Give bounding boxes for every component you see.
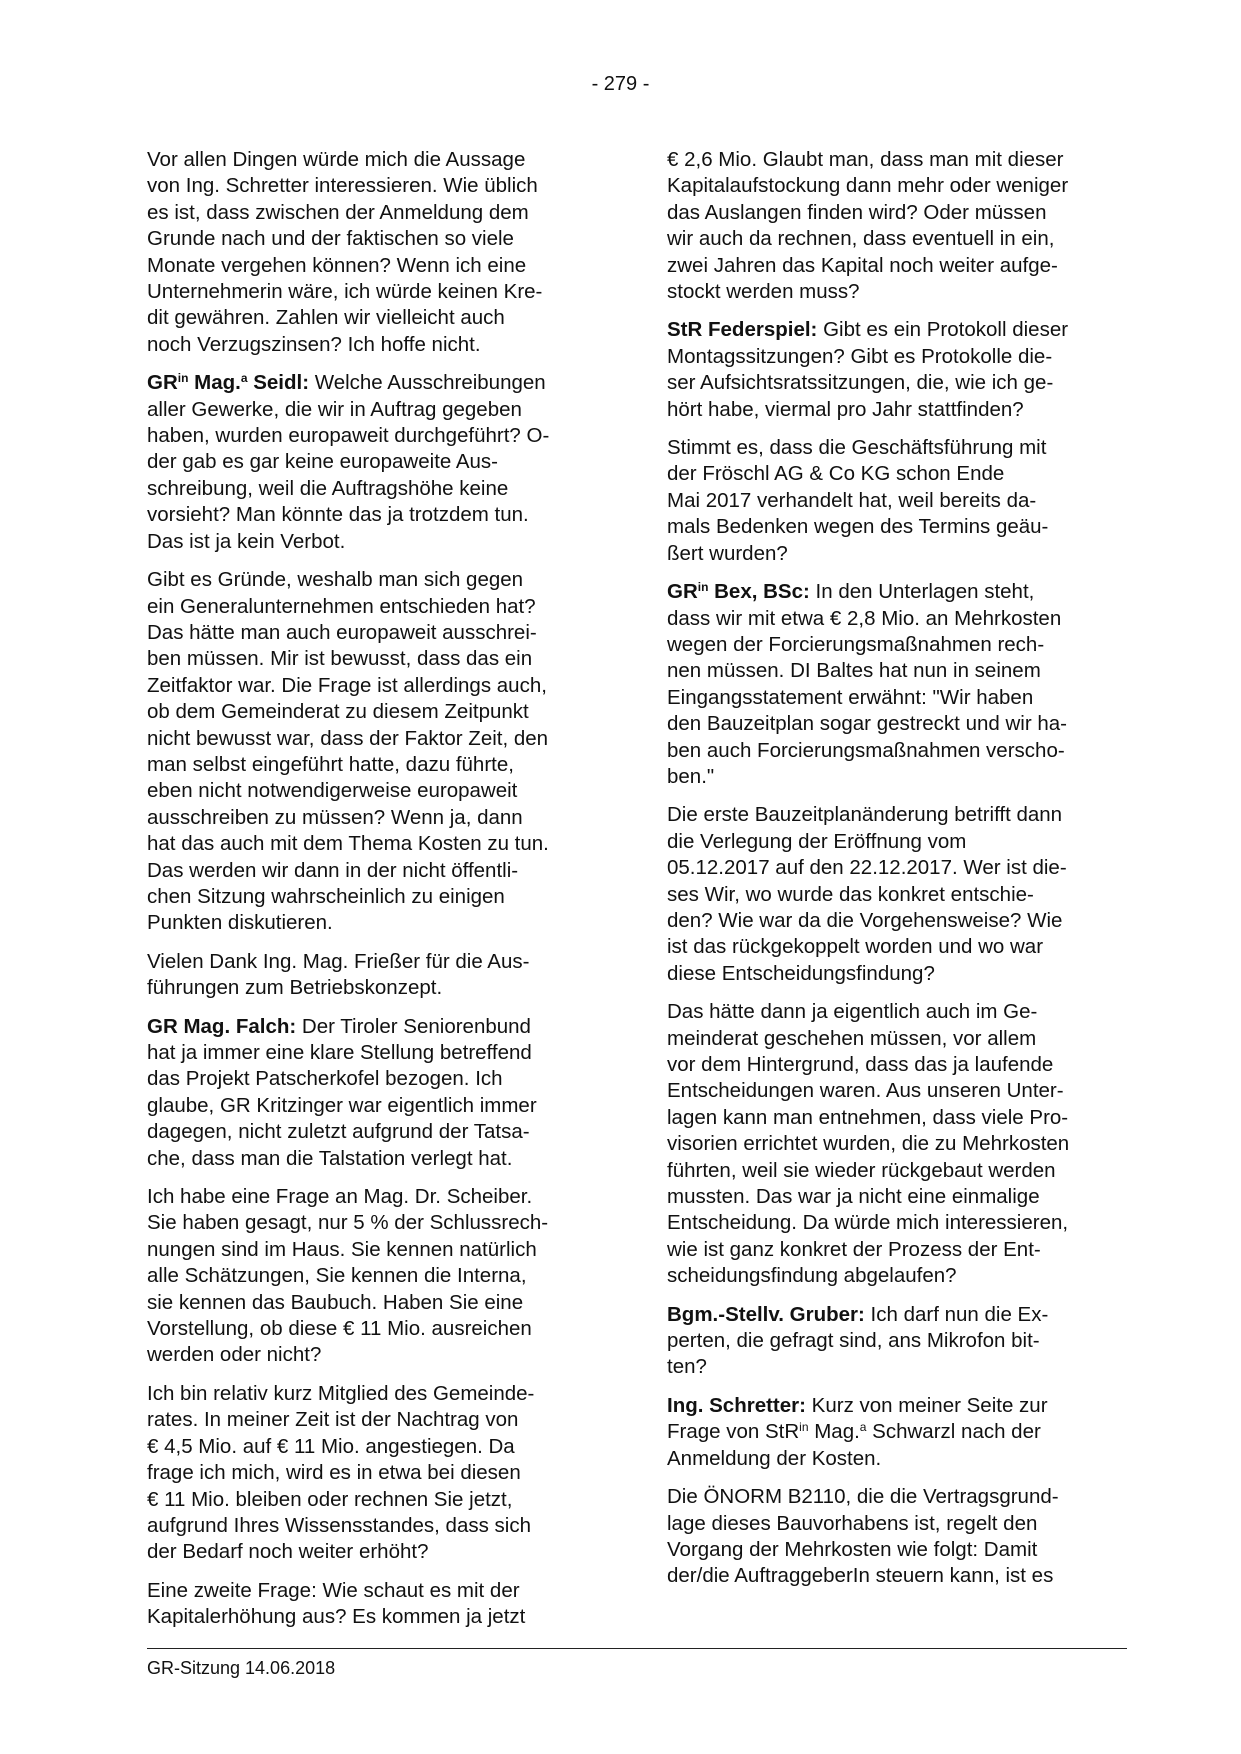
line-text: hat ja immer eine klare Stellung betreffend xyxy=(147,1041,532,1064)
line-text: Eine zweite Frage: Wie schaut es mit der xyxy=(147,1578,520,1602)
text-line xyxy=(147,1184,602,1210)
line-text: ist das rückgekoppelt worden und wo war xyxy=(667,935,1044,959)
text-line xyxy=(147,752,602,778)
paragraph xyxy=(147,1184,602,1369)
text-line xyxy=(667,435,1127,461)
line-text: dagegen, nicht zuletzt aufgrund der Tatsa- xyxy=(147,1120,530,1144)
text-line xyxy=(147,1066,602,1092)
line-text: man selbst eingeführt hatte, dazu führte, xyxy=(147,752,514,776)
line-text: Zeitfaktor war. Die Frage ist allerdings auch, xyxy=(147,673,547,697)
left-column xyxy=(147,147,602,1643)
line-text: sie kennen das Baubuch. Haben Sie eine xyxy=(147,1290,524,1314)
line-text: Der Tiroler Seniorenbund xyxy=(296,1014,531,1038)
line-text: frage ich mich, wird es in etwa bei diesen xyxy=(147,1461,521,1485)
speaker-name-part: Bex, BSc: xyxy=(708,580,810,604)
line-text: lage dieses Bauvorhabens ist, regelt den xyxy=(667,1511,1038,1535)
text-line xyxy=(147,858,602,884)
speaker-name xyxy=(667,1394,806,1417)
footer-session-date: GR-Sitzung 14.06.2018 xyxy=(147,1658,336,1678)
text-line xyxy=(147,1237,602,1263)
text-line xyxy=(667,685,1127,711)
line-text: perten, die gefragt sind, ans Mikrofon bit- xyxy=(667,1329,1040,1353)
text-line xyxy=(667,1446,1127,1472)
paragraph xyxy=(667,802,1127,987)
line-text: Vorgang der Mehrkosten wie folgt: Damit xyxy=(667,1537,1038,1561)
line-text: glaube, GR Kritzinger war eigentlich immer xyxy=(147,1093,537,1117)
text-line xyxy=(147,1316,602,1342)
line-text: visorien errichtet wurden, die zu Mehrkosten xyxy=(667,1132,1070,1156)
line-text: vorsieht? Man könnte das ja trotzdem tun. xyxy=(147,503,529,527)
speaker-name-part: Seidl: xyxy=(247,371,310,395)
text-line xyxy=(147,1263,602,1289)
text-line xyxy=(667,908,1127,934)
line-text: das Projekt Patscherkofel bezogen. Ich xyxy=(147,1067,503,1091)
line-text: ben." xyxy=(667,764,715,788)
text-line xyxy=(667,1237,1127,1263)
text-line xyxy=(667,1105,1127,1131)
text-line xyxy=(147,1119,602,1145)
paragraph xyxy=(667,579,1127,790)
line-text: Die erste Bauzeitplanänderung betrifft dann xyxy=(667,803,1063,827)
line-text: führten, weil sie wieder rückgebaut werden xyxy=(667,1158,1056,1182)
line-text: ben auch Forcierungsmaßnahmen verscho- xyxy=(667,738,1065,762)
line-text: dass wir mit etwa € 2,8 Mio. an Mehrkosten xyxy=(667,606,1062,630)
text-line xyxy=(147,594,602,620)
text-line xyxy=(147,620,602,646)
speaker-name-part: Mag. xyxy=(188,371,241,395)
text-line xyxy=(667,541,1127,567)
speaker-name xyxy=(147,1015,296,1038)
line-text: ob dem Gemeinderat zu diesem Zeitpunkt xyxy=(147,700,529,724)
speaker-name xyxy=(147,371,309,394)
text-line xyxy=(147,726,602,752)
text-line xyxy=(147,831,602,857)
line-text: nungen sind im Haus. Sie kennen natürlich xyxy=(147,1237,537,1261)
text-line xyxy=(147,778,602,804)
text-line xyxy=(667,632,1127,658)
text-line xyxy=(667,1563,1127,1589)
text-line xyxy=(147,1381,602,1407)
text-line xyxy=(667,253,1127,279)
line-text: Gibt es ein Protokoll dieser xyxy=(817,318,1069,342)
line-text: wie ist ganz konkret der Prozess der Ent- xyxy=(667,1237,1041,1261)
text-line xyxy=(147,173,602,199)
text-line xyxy=(667,226,1127,252)
text-line xyxy=(147,1342,602,1368)
line-text: € 4,5 Mio. auf € 11 Mio. angestiegen. Da xyxy=(147,1434,515,1458)
text-line xyxy=(667,855,1127,881)
line-text: Die ÖNORM B2110, die die Vertragsgrund- xyxy=(667,1485,1059,1509)
text-line xyxy=(147,200,602,226)
line-text: Kurz von meiner Seite zur xyxy=(805,1393,1048,1417)
line-text: € 11 Mio. bleiben oder rechnen Sie jetzt, xyxy=(147,1487,513,1511)
text-line xyxy=(147,975,602,1001)
text-line xyxy=(147,1578,602,1604)
line-text: von Ing. Schretter interessieren. Wie üblich xyxy=(147,174,538,198)
right-column xyxy=(667,147,1127,1602)
line-text: ser Aufsichtsratssitzungen, die, wie ich ge- xyxy=(667,371,1054,395)
line-text: schreibung, weil die Auftragshöhe keine xyxy=(147,476,509,500)
line-text: das Auslangen finden wird? Oder müssen xyxy=(667,200,1047,224)
text-line xyxy=(147,502,602,528)
line-text: Mag. xyxy=(808,1420,860,1444)
line-text: Anmeldung der Kosten. xyxy=(667,1446,882,1470)
text-line xyxy=(667,829,1127,855)
line-text: Das hätte man auch europaweit ausschrei- xyxy=(147,620,537,644)
paragraph xyxy=(147,1014,602,1172)
speaker-name xyxy=(667,580,810,603)
text-line xyxy=(147,1604,602,1630)
speaker-title: StR Federspiel: xyxy=(667,318,818,342)
line-text: lagen kann man entnehmen, dass viele Pro- xyxy=(667,1105,1069,1129)
line-text: Frage von StR xyxy=(667,1420,800,1444)
text-line xyxy=(147,1434,602,1460)
paragraph xyxy=(667,999,1127,1289)
text-line xyxy=(147,1487,602,1513)
line-text: es ist, dass zwischen der Anmeldung dem xyxy=(147,200,529,224)
text-line xyxy=(147,673,602,699)
speaker-title: GR xyxy=(147,371,178,395)
text-line xyxy=(147,1290,602,1316)
degree-suffix: a xyxy=(859,1420,867,1435)
line-text: 05.12.2017 auf den 22.12.2017. Wer ist die- xyxy=(667,856,1067,880)
line-text: Kapitalaufstockung dann mehr oder weniger xyxy=(667,174,1069,198)
text-line xyxy=(667,1052,1127,1078)
line-text: Welche Ausschreibungen xyxy=(309,371,546,395)
text-line xyxy=(667,802,1127,828)
speaker-name xyxy=(667,318,817,341)
text-line xyxy=(667,514,1127,540)
line-text: haben, wurden europaweit durchgeführt? O- xyxy=(147,424,550,448)
line-text: der Fröschl AG & Co KG schon Ende xyxy=(667,462,1005,486)
text-line xyxy=(667,1393,1127,1419)
line-text: Ich darf nun die Ex- xyxy=(864,1302,1049,1326)
paragraph xyxy=(667,1302,1127,1381)
text-line xyxy=(667,579,1127,605)
line-text: che, dass man die Talstation verlegt hat. xyxy=(147,1146,513,1170)
line-text: ten? xyxy=(667,1355,707,1379)
line-text: Gibt es Gründe, weshalb man sich gegen xyxy=(147,568,524,592)
line-text: wegen der Forcierungsmaßnahmen rech- xyxy=(667,632,1045,656)
paragraph xyxy=(667,435,1127,567)
line-text: Monate vergehen können? Wenn ich eine xyxy=(147,253,527,277)
line-text: der gab es gar keine europaweite Aus- xyxy=(147,450,499,474)
text-line xyxy=(667,1511,1127,1537)
line-text: aufgrund Ihres Wissensstandes, dass sich xyxy=(147,1513,531,1537)
text-line xyxy=(667,961,1127,987)
line-text: € 2,6 Mio. Glaubt man, dass man mit dieser xyxy=(667,148,1064,171)
line-text: alle Schätzungen, Sie kennen die Interna, xyxy=(147,1264,527,1288)
paragraph xyxy=(147,147,602,358)
text-line xyxy=(667,1078,1127,1104)
speaker-degree-suffix: a xyxy=(240,371,248,386)
line-text: nicht bewusst war, dass der Faktor Zeit, den xyxy=(147,726,549,750)
line-text: mals Bedenken wegen des Termins geäu- xyxy=(667,515,1049,539)
line-text: stockt werden muss? xyxy=(667,280,860,304)
text-line xyxy=(147,1460,602,1486)
line-text: Stimmt es, dass die Geschäftsführung mit xyxy=(667,436,1047,460)
line-text: Schwarzl nach der xyxy=(866,1420,1041,1444)
line-text: Vielen Dank Ing. Mag. Frießer für die Aus- xyxy=(147,949,530,973)
line-text: den Bauzeitplan sogar gestreckt und wir ha- xyxy=(667,712,1067,736)
text-line xyxy=(147,476,602,502)
text-line xyxy=(147,699,602,725)
text-line xyxy=(147,884,602,910)
line-text: In den Unterlagen steht, xyxy=(809,580,1035,604)
text-line xyxy=(667,882,1127,908)
text-line xyxy=(667,317,1127,343)
text-line xyxy=(667,1537,1127,1563)
text-line xyxy=(667,1026,1127,1052)
text-line xyxy=(667,1131,1127,1157)
text-line xyxy=(667,1302,1127,1328)
text-line xyxy=(147,1146,602,1172)
line-text: hört habe, viermal pro Jahr stattfinden? xyxy=(667,397,1024,421)
text-line xyxy=(667,711,1127,737)
line-text: Das werden wir dann in der nicht öffentli- xyxy=(147,858,519,882)
line-text: ein Generalunternehmen entschieden hat? xyxy=(147,594,536,618)
text-line xyxy=(667,1210,1127,1236)
line-text: Sie haben gesagt, nur 5 % der Schlussrech- xyxy=(147,1211,549,1235)
text-line xyxy=(147,646,602,672)
line-text: meinderat geschehen müssen, vor allem xyxy=(667,1026,1037,1050)
text-line xyxy=(667,344,1127,370)
line-text: werden oder nicht? xyxy=(147,1343,322,1367)
text-line xyxy=(147,147,602,173)
text-line xyxy=(667,173,1127,199)
line-text: Grunde nach und der faktischen so viele xyxy=(147,227,514,251)
text-line xyxy=(147,805,602,831)
text-line xyxy=(667,488,1127,514)
text-line xyxy=(147,1539,602,1565)
line-text: Vor allen Dingen würde mich die Aussage xyxy=(147,148,526,171)
line-text: diese Entscheidungsfindung? xyxy=(667,961,935,985)
text-line xyxy=(667,1354,1127,1380)
paragraph xyxy=(147,949,602,1002)
text-line xyxy=(147,370,602,396)
text-line xyxy=(667,1328,1127,1354)
paragraph xyxy=(667,317,1127,423)
paragraph xyxy=(147,567,602,937)
line-text: Kapitalerhöhung aus? Es kommen ja jetzt xyxy=(147,1605,526,1629)
text-line xyxy=(147,332,602,358)
line-text: Ich habe eine Frage an Mag. Dr. Scheiber. xyxy=(147,1185,533,1209)
text-line xyxy=(667,1184,1127,1210)
line-text: Punkten diskutieren. xyxy=(147,911,333,935)
text-line xyxy=(667,279,1127,305)
speaker-title-suffix: in xyxy=(697,580,709,595)
text-line xyxy=(147,226,602,252)
line-text: aller Gewerke, die wir in Auftrag gegeben xyxy=(147,397,522,421)
line-text: Montagssitzungen? Gibt es Protokolle die- xyxy=(667,344,1053,368)
text-line xyxy=(147,1210,602,1236)
text-line xyxy=(147,567,602,593)
speaker-title: GR Mag. Falch: xyxy=(147,1014,297,1038)
text-line xyxy=(147,279,602,305)
speaker-title: Bgm.-Stellv. Gruber: xyxy=(667,1302,865,1326)
line-text: scheidungsfindung abgelaufen? xyxy=(667,1264,957,1288)
line-text: dit gewähren. Zahlen wir vielleicht auch xyxy=(147,306,505,330)
text-line xyxy=(147,1513,602,1539)
paragraph xyxy=(147,370,602,555)
text-line xyxy=(667,1158,1127,1184)
line-text: Mai 2017 verhandelt hat, weil bereits da- xyxy=(667,488,1037,512)
speaker-title: Ing. Schretter: xyxy=(667,1393,806,1417)
text-line xyxy=(667,999,1127,1025)
speaker-title: GR xyxy=(667,580,698,604)
text-line xyxy=(147,1014,602,1040)
text-line xyxy=(147,1407,602,1433)
line-text: die Verlegung der Eröffnung vom xyxy=(667,829,967,853)
line-text: Ich bin relativ kurz Mitglied des Gemeinde- xyxy=(147,1381,535,1405)
speaker-title-suffix: in xyxy=(177,371,189,386)
text-line xyxy=(667,1263,1127,1289)
text-line xyxy=(147,949,602,975)
text-line xyxy=(667,370,1127,396)
line-text: zwei Jahren das Kapital noch weiter aufge- xyxy=(667,253,1058,277)
line-text: mussten. Das war ja nicht eine einmalige xyxy=(667,1185,1040,1209)
paragraph xyxy=(667,147,1127,305)
line-text: ßert wurden? xyxy=(667,541,788,565)
text-line xyxy=(667,934,1127,960)
line-text: hat das auch mit dem Thema Kosten zu tun. xyxy=(147,832,549,856)
line-text: Unternehmerin wäre, ich würde keinen Kre- xyxy=(147,280,543,304)
line-text: ausschreiben zu müssen? Wenn ja, dann xyxy=(147,805,523,829)
text-line xyxy=(147,449,602,475)
text-line xyxy=(147,423,602,449)
line-text: rates. In meiner Zeit ist der Nachtrag von xyxy=(147,1408,519,1432)
line-text: noch Verzugszinsen? Ich hoffe nicht. xyxy=(147,332,481,356)
text-line xyxy=(147,910,602,936)
paragraph xyxy=(667,1393,1127,1472)
text-line xyxy=(667,1484,1127,1510)
page-number: - 279 - xyxy=(591,73,650,95)
text-line xyxy=(667,606,1127,632)
text-line xyxy=(147,529,602,555)
line-text: vor dem Hintergrund, dass das ja laufende xyxy=(667,1053,1054,1076)
text-line xyxy=(147,1093,602,1119)
line-text: ses Wir, wo wurde das konkret entschie- xyxy=(667,882,1034,906)
line-text: chen Sitzung wahrscheinlich zu einigen xyxy=(147,884,505,908)
text-line xyxy=(147,1040,602,1066)
line-text: der Bedarf noch weiter erhöht? xyxy=(147,1540,429,1564)
line-text: Eingangsstatement erwähnt: "Wir haben xyxy=(667,685,1034,709)
line-text: wir auch da rechnen, dass eventuell in ein, xyxy=(667,227,1055,251)
text-line xyxy=(147,305,602,331)
text-line xyxy=(667,764,1127,790)
paragraph xyxy=(147,1381,602,1566)
text-line xyxy=(667,738,1127,764)
line-text: den? Wie war da die Vorgehensweise? Wie xyxy=(667,908,1063,932)
line-text: ben müssen. Mir ist bewusst, dass das ein xyxy=(147,647,533,671)
footer-divider xyxy=(147,1648,1127,1649)
paragraph xyxy=(147,1578,602,1631)
line-text: Entscheidungen waren. Aus unseren Unter- xyxy=(667,1079,1064,1103)
text-line xyxy=(667,147,1127,173)
paragraph xyxy=(667,1484,1127,1590)
text-line xyxy=(667,200,1127,226)
speaker-name xyxy=(667,1303,865,1326)
line-text: Entscheidung. Da würde mich interessieren, xyxy=(667,1211,1069,1235)
text-line xyxy=(667,658,1127,684)
line-text: Das ist ja kein Verbot. xyxy=(147,529,346,553)
line-text: führungen zum Betriebskonzept. xyxy=(147,976,443,1000)
text-line xyxy=(147,253,602,279)
title-suffix: in xyxy=(799,1420,809,1435)
text-line xyxy=(147,397,602,423)
line-text: nen müssen. DI Baltes hat nun in seinem xyxy=(667,659,1041,683)
line-text: eben nicht notwendigerweise europaweit xyxy=(147,779,518,803)
text-line xyxy=(667,397,1127,423)
line-text: Das hätte dann ja eigentlich auch im Ge- xyxy=(667,1000,1038,1024)
line-text: der/die AuftraggeberIn steuern kann, ist es xyxy=(667,1564,1054,1588)
text-line xyxy=(667,1419,1127,1445)
text-line xyxy=(667,461,1127,487)
line-text: Vorstellung, ob diese € 11 Mio. ausreichen xyxy=(147,1317,532,1341)
